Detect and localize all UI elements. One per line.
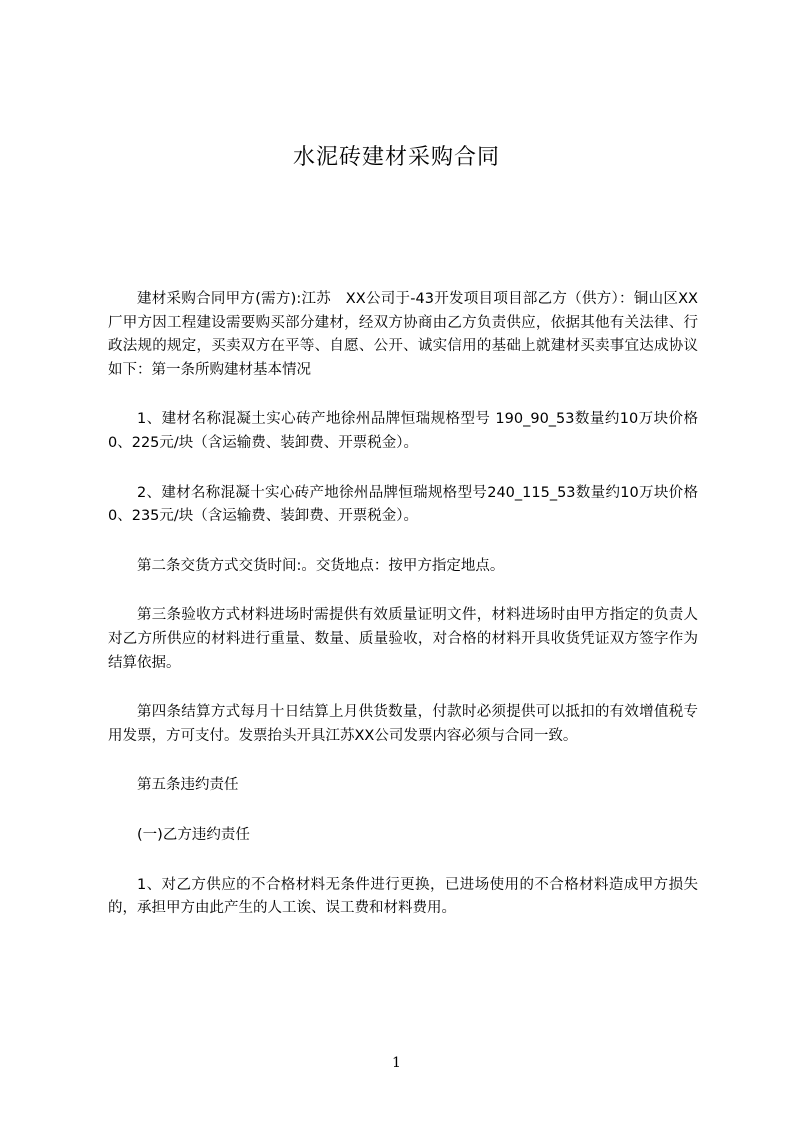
- paragraph-party-b-liability: (一)乙方违约责任: [137, 826, 250, 843]
- paragraph-article-2: 第二条交货方式交货时间:。交货地点：按甲方指定地点。: [137, 557, 505, 574]
- paragraph-item-1: 1、建材名称混凝土实心砖产地徐州品牌恒瑞规格型号 190_90_53数量约10万块价格0、225元/块（含运输费、装卸费、开票税金）。: [108, 411, 698, 451]
- page-number: 1: [392, 1055, 401, 1071]
- document-title: 水泥砖建材采购合同: [292, 145, 500, 170]
- paragraph-article-3: 第三条验收方式材料进场时需提供有效质量证明文件，材料进场时由甲方指定的负责人对乙方所供应的材料进行重量、数量、质量验收，对合格的材料开具收货凭证双方签字作为结算依据。: [108, 607, 698, 671]
- paragraph-liability-item-1: 1、对乙方供应的不合格材料无条件进行更换，已进场使用的不合格材料造成甲方损失的，承担甲方由此产生的人工诶、误工费和材料费用。: [108, 876, 698, 917]
- paragraph-article-4: 第四条结算方式每月十日结算上月供货数量，付款时必须提供可以抵扣的有效增值税专用发票，方可支付。发票抬头开具江苏XX公司发票内容必须与合同一致。: [108, 704, 698, 744]
- paragraph-parties: 建材采购合同甲方(需方):江苏 XX公司于-43开发项目项目部乙方（供方）：铜山区XX厂甲方因工程建设需要购买部分建材，经双方协商由乙方负责供应，依据其他有关法律、行政法规的规定，买卖双方在平等、自愿、公开、诚实信用的基础上就建材买卖事宜达成协议如下：第一条所购建材基本情况: [108, 291, 698, 378]
- paragraph-item-2: 2、建材名称混凝十实心砖产地徐州品牌恒瑞规格型号240_115_53数量约10万块价格0、235元/块（含运输费、装卸费、开票税金）。: [108, 484, 698, 525]
- document-body: [108, 288, 698, 921]
- paragraph-article-5-heading: 第五条违约责任: [137, 777, 239, 794]
